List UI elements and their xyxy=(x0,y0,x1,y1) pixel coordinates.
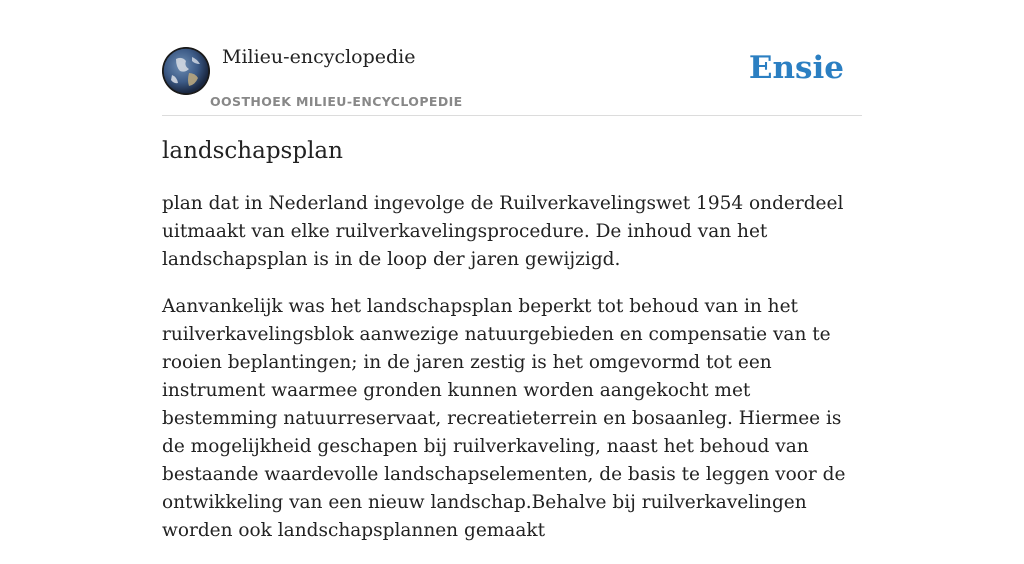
article-paragraph: Aanvankelijk was het landschapsplan beperkt tot behoud van in het ruilverkavelingsblok aanwezige natuurgebieden en compensatie van te rooien beplantingen; in de jaren zestig is het omgevormd tot een instrument waarmee gronden kunnen worden aangekocht met bestemming natuurreservaat, recreatieterrein en bosaanleg. Hiermee is de mogelijkheid geschapen bij ruilverkaveling, naast het behoud van bestaande waardevolle landschapselementen, de basis te leggen voor de ontwikkeling van een nieuw landschap.Behalve bij ruilverkavelingen worden ook landschapsplannen gemaakt xyxy=(162,296,846,541)
site-subtitle[interactable]: OOSTHOEK MILIEU-ENCYCLOPEDIE xyxy=(210,94,463,109)
site-header xyxy=(162,40,862,116)
site-title[interactable]: Milieu-encyclopedie xyxy=(222,46,416,68)
article xyxy=(162,138,862,564)
article-paragraph: plan dat in Nederland ingevolge de Ruilverkavelingswet 1954 onderdeel uitmaakt van elke ruilverkavelingsprocedure. De inhoud van het landschapsplan is in de loop der jaren gewijzigd. xyxy=(162,193,844,270)
earth-globe-icon[interactable] xyxy=(162,47,210,95)
article-term: landschapsplan xyxy=(162,138,343,164)
brand-logo[interactable]: Ensie xyxy=(748,50,844,86)
